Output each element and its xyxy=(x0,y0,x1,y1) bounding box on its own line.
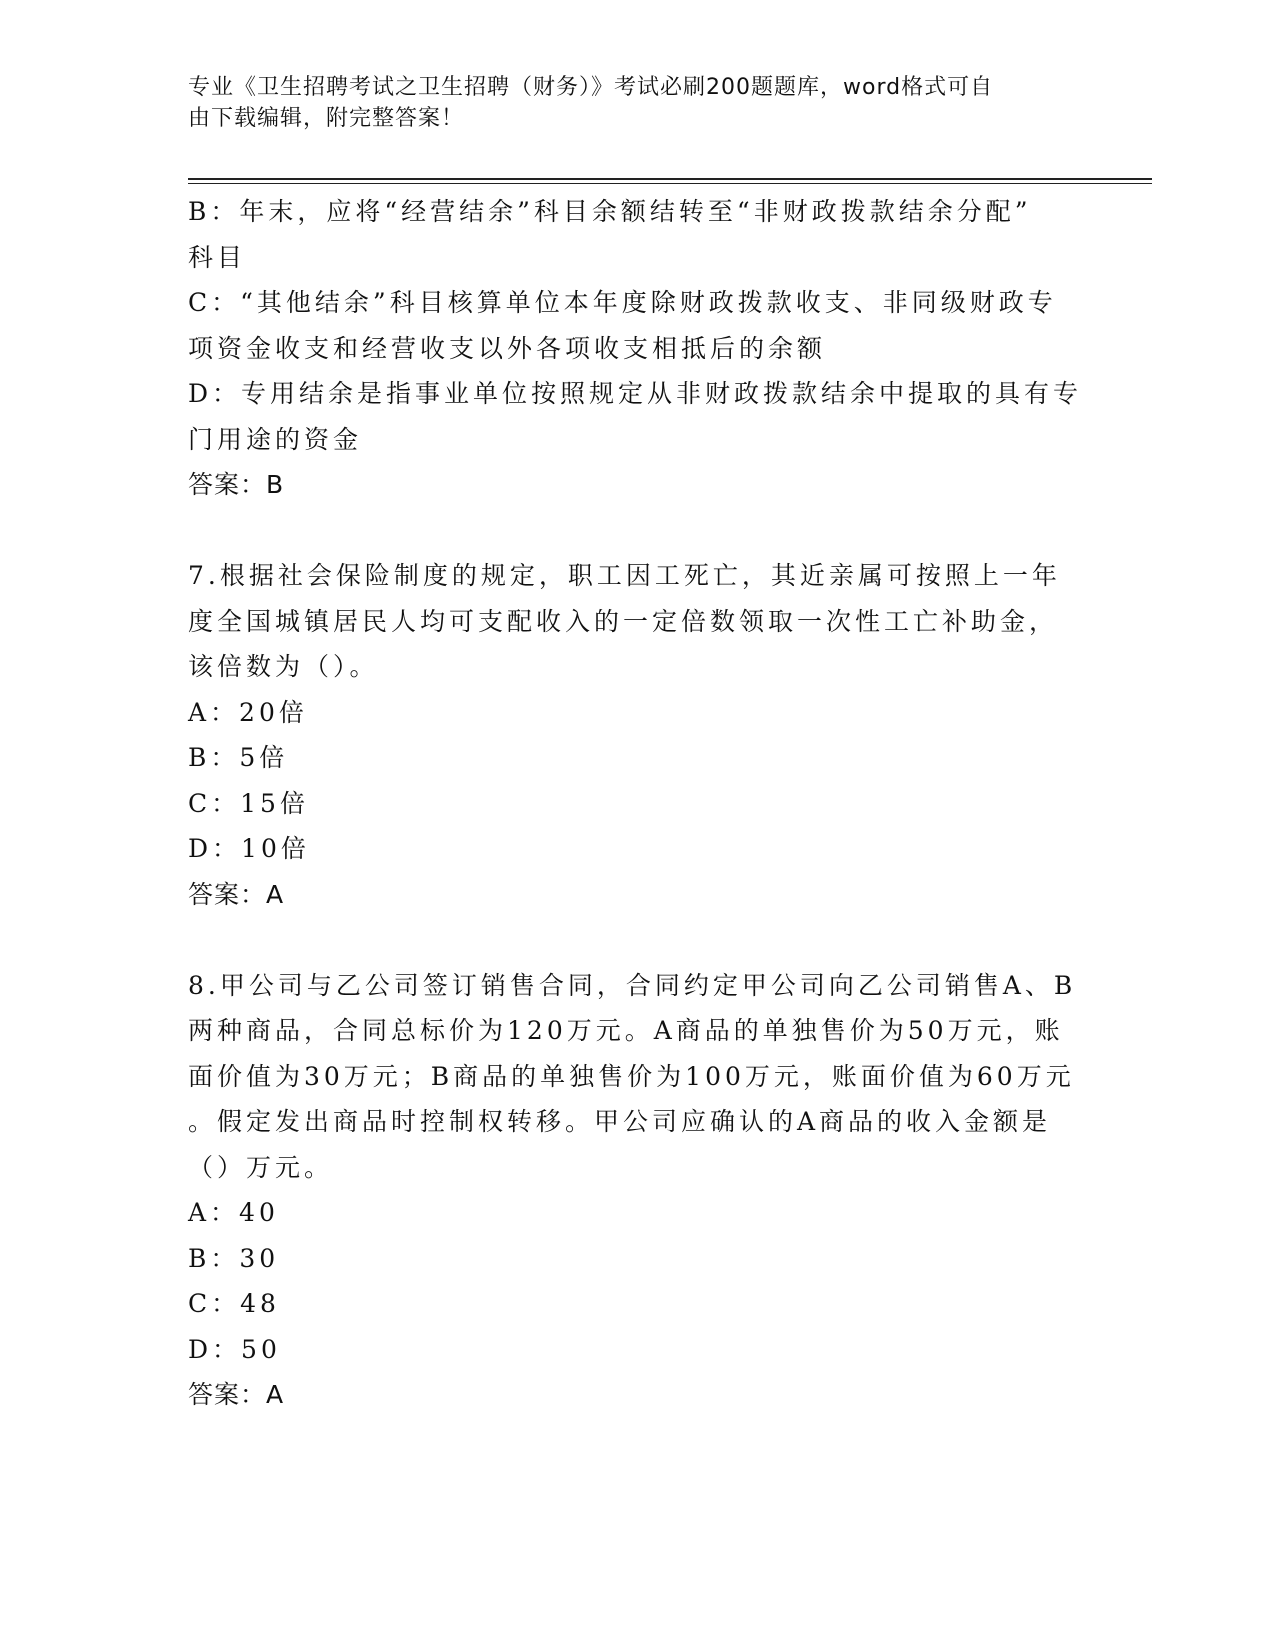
question-stem-line: 两种商品，合同总标价为120万元。A商品的单独售价为50万元，账 xyxy=(188,1016,1064,1045)
header-divider-thin xyxy=(188,183,1152,184)
question-8 xyxy=(188,963,1088,1418)
spacer xyxy=(188,917,1088,963)
answer-line: 答案：A xyxy=(188,879,285,909)
header-line: 专业《卫生招聘考试之卫生招聘（财务）》考试必刷200题题库，word格式可自 xyxy=(188,75,994,100)
header-divider-thick xyxy=(188,178,1152,180)
document-body xyxy=(188,189,1088,1418)
question-stem-line: 8.甲公司与乙公司签订销售合同，合同约定甲公司向乙公司销售A、B xyxy=(188,970,1077,1000)
question-stem-line: 度全国城镇居民人均可支配收入的一定倍数领取一次性工亡补助金， xyxy=(188,606,1059,636)
spacer xyxy=(188,508,1088,554)
option-text-line: 项资金收支和经营收支以外各项收支相抵后的余额 xyxy=(188,333,827,363)
question-stem-line: 面价值为30万元；B商品的单独售价为100万元，账面价值为60万元 xyxy=(188,1061,1075,1091)
document-header xyxy=(188,72,1088,134)
header-line: 由下载编辑，附完整答案！ xyxy=(188,106,465,131)
question-stem-line: （）万元。 xyxy=(188,1152,334,1182)
option-c xyxy=(188,280,1088,371)
option-d: D：10倍 xyxy=(188,834,310,863)
option-text-line: C：“其他结余”科目核算单位本年度除财政拨款收支、非同级财政专 xyxy=(188,288,1057,317)
option-a: A：20倍 xyxy=(188,697,308,727)
option-text-line: D：专用结余是指事业单位按照规定从非财政拨款结余中提取的具有专 xyxy=(188,379,1083,408)
option-d xyxy=(188,371,1088,462)
option-b xyxy=(188,189,1088,280)
option-text-line: 门用途的资金 xyxy=(188,424,363,454)
question-7 xyxy=(188,553,1088,917)
option-c: C：15倍 xyxy=(188,788,309,818)
option-c: C：48 xyxy=(188,1289,280,1318)
option-b: B：5倍 xyxy=(188,743,289,772)
question-stem-line: 7.根据社会保险制度的规定，职工因工死亡，其近亲属可按照上一年 xyxy=(188,561,1061,590)
answer-line: 答案：A xyxy=(188,1380,285,1409)
question-stem-line: 。假定发出商品时控制权转移。甲公司应确认的A商品的收入金额是 xyxy=(188,1107,1052,1136)
option-text-line: B：年末，应将“经营结余”科目余额结转至“非财政拨款结余分配” xyxy=(188,197,1032,226)
option-text-line: 科目 xyxy=(188,242,247,272)
option-d: D：50 xyxy=(188,1334,281,1364)
answer-line: 答案：B xyxy=(188,470,285,499)
option-a: A：40 xyxy=(188,1198,279,1227)
option-b: B：30 xyxy=(188,1243,280,1273)
question-stem-line: 该倍数为（）。 xyxy=(188,652,379,681)
question-continued xyxy=(188,189,1088,508)
